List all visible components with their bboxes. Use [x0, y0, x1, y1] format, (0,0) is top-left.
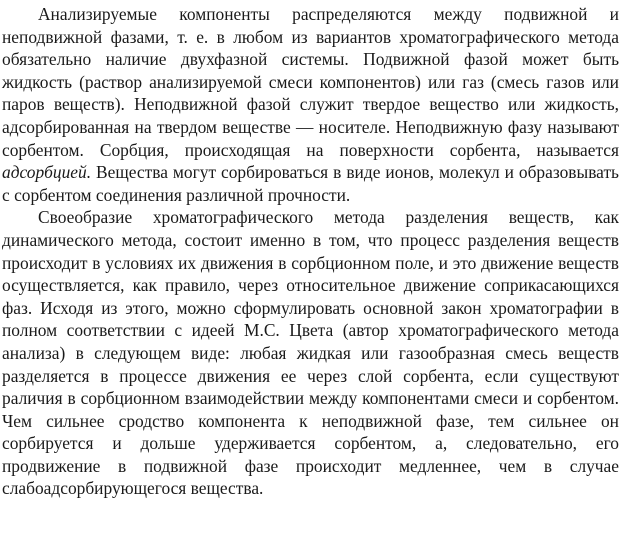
term-adsorption: адсорбцией.: [2, 162, 92, 183]
paragraph-sorption-text: Анализируемые компоненты распределяются между подвижной и неподвижной фазами, т. е. в любом из вариантов хроматографического метода обязательно наличие двухфазной системы. Подвижной фазой может быть жидкость (раствор анализируемой смеси компонентов) или газ (смесь газов или паров веществ). Неподвижной фазой служит твердое вещество или жидкость, адсорбированная на твердом веществе — носителе. Неподвижную фазу называют сорбентом. Сорбция, происходящая на поверхности сорбента, называется: [2, 4, 619, 160]
paragraph-chromatography-law: [2, 206, 619, 500]
paragraph-sorption-text-end: Вещества могут сорбироваться в виде ионов, молекул и образовывать с сорбентом соединения различной прочности.: [2, 162, 619, 205]
paragraph-sorption: [2, 3, 619, 206]
paragraph-chromatography-law-text: Своеобразие хроматографического метода разделения веществ, как динамического метода, состоит именно в том, что процесс разделения веществ происходит в условиях их движения в сорбционном поле, и это движение веществ осуществляется, как правило, через относительное движение соприкасающихся фаз. Исходя из этого, можно сформулировать основной закон хроматографии в полном соответствии с идеей М.С. Цвета (автор хроматографического метода анализа) в следующем виде: любая жидкая или газообразная смесь веществ разделяется в процессе движения ее через слой сорбента, если существуют раличия в сорбционном взаимодействии между компонентами смеси и сорбентом. Чем сильнее сродство компонента к неподвижной фазе, тем сильнее он сорбируется и дольше удерживается сорбентом, а, следовательно, его продвижение в подвижной фазе происходит медленнее, чем в случае слабоадсорбирующегося вещества.: [2, 207, 619, 499]
